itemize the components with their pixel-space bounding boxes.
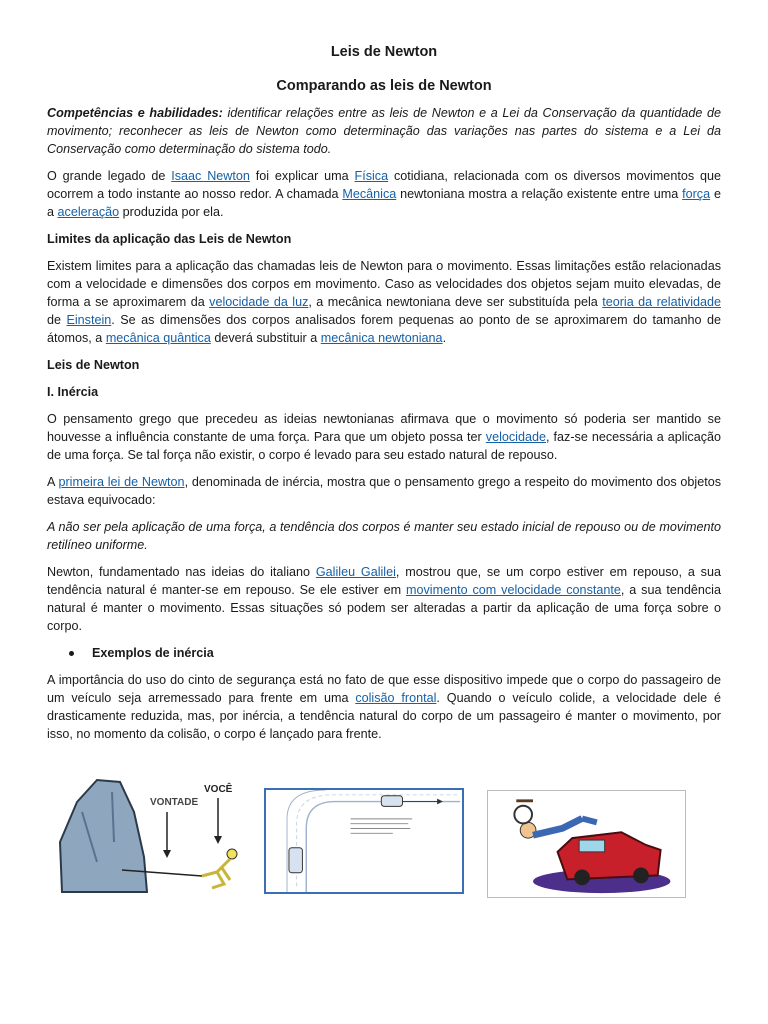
text: de	[47, 313, 67, 327]
text: newtoniana mostra a relação existente entre uma	[396, 187, 683, 201]
heading-inertia: I. Inércia	[47, 385, 99, 399]
link-fisica[interactable]: Física	[354, 169, 389, 183]
paragraph-first-law	[47, 473, 721, 509]
intro-text: identificar relações entre as leis de Newton e a Lei da Conservação da quantidade de movimento; reconhecer as leis de Newton como determinação das variações nas partes do sistema e a Lei da Conservação como determinação do sistema todo.	[47, 106, 721, 156]
text: . Quando o veículo colide, a velocidade dele é drasticamente reduzida, mas, por inércia, a tendência natural do corpo de um passageiro é manter o movimento, por isso, no momento da colisão, o corpo é lançado para frente.	[47, 691, 721, 741]
text: O pensamento grego que precedeu as ideias newtonianas afirmava que o movimento só poderia ser mantido se houvesse a influência constante de uma força. Para que um objeto possa ter	[47, 412, 721, 444]
intro-label: Competências e habilidades:	[47, 106, 223, 120]
text: Existem limites para a aplicação das chamadas leis de Newton para o movimento. Essas limitações estão relacionadas com a velocidade e dimensões dos corpos em movimento. Caso as velocidades dos objetos sejam muito elevadas, de forma a se aproximarem da	[47, 259, 721, 309]
paragraph-legacy	[47, 167, 721, 221]
link-primeira-lei[interactable]: primeira lei de Newton	[58, 475, 185, 489]
link-einstein[interactable]: Einstein	[66, 313, 112, 327]
text: Newton, fundamentado nas ideias do italiano	[47, 565, 316, 579]
text: , denominada de inércia, mostra que o pensamento grego a respeito do movimento dos objetos estava equivocado:	[47, 475, 721, 507]
text: , mostrou que, se um corpo estiver em repouso, a sua tendência natural é manter-se em repouso. Se ele estiver em	[47, 565, 721, 597]
text: , a sua tendência natural é manter o movimento. Essas situações só podem ser alteradas a partir da aplicação de uma força sobre o corpo.	[47, 583, 721, 633]
text: A	[47, 475, 59, 489]
text: A importância do uso do cinto de segurança está no fato de que esse dispositivo impede que o corpo do passageiro de um veículo seja arremessado para frente em uma	[47, 673, 721, 705]
text: deverá substituir a	[210, 331, 321, 345]
text: foi explicar uma	[249, 169, 355, 183]
text: . Se as dimensões dos corpos analisados forem pequenas ao ponto de se aproximarem do tamanho de átomos, a	[47, 313, 721, 345]
voce-label: VOCÊ	[204, 784, 233, 795]
document-title: Leis de Newton	[330, 44, 438, 60]
link-mecanica-newtoniana[interactable]: mecânica newtoniana	[320, 331, 443, 345]
car-crash-cartoon	[487, 790, 686, 898]
text: .	[442, 331, 447, 345]
text: , a mecânica newtoniana deve ser substituída pela	[308, 295, 603, 309]
link-galileu-galilei[interactable]: Galileu Galilei	[315, 565, 396, 579]
link-mecanica[interactable]: Mecânica	[342, 187, 397, 201]
paragraph-greek-thought	[47, 410, 721, 464]
link-velocidade[interactable]: velocidade	[485, 430, 546, 444]
link-movimento-velocidade-constante[interactable]: movimento com velocidade constante	[406, 583, 621, 597]
inertia-rock-illustration	[52, 772, 252, 902]
link-isaac-newton[interactable]: Isaac Newton	[171, 169, 250, 183]
text: , faz-se necessária a aplicação de uma força. Se tal força não existir, o corpo é levado para seu estado natural de repouso.	[47, 430, 722, 462]
text: produzida por ela.	[119, 205, 224, 219]
vontade-label: VONTADE	[150, 797, 199, 808]
link-mecanica-quantica[interactable]: mecânica quântica	[105, 331, 211, 345]
link-colisao-frontal[interactable]: colisão frontal	[355, 691, 437, 705]
link-aceleracao[interactable]: aceleração	[57, 205, 120, 219]
text: e a	[47, 187, 721, 219]
illustrations-row	[0, 772, 768, 912]
bullet-examples	[69, 644, 721, 662]
inertia-quote: A não ser pela aplicação de uma força, a tendência dos corpos é manter seu estado inicial de repouso ou de movimento retilíneo uniforme.	[47, 520, 721, 552]
heading-laws: Leis de Newton	[47, 358, 140, 372]
intro-paragraph	[47, 104, 721, 158]
text: cotidiana, relacionada com os diversos movimentos que ocorrem a todo instante ao nosso redor. A chamada	[47, 169, 721, 201]
bullet-label: Exemplos de inércia	[92, 646, 214, 660]
curve-car-diagram	[264, 788, 464, 894]
text: O grande legado de	[47, 169, 172, 183]
heading-limits: Limites da aplicação das Leis de Newton	[47, 232, 292, 246]
paragraph-seatbelt	[47, 671, 721, 743]
bullet-dot-icon	[69, 651, 74, 656]
document-subtitle: Comparando as leis de Newton	[276, 78, 492, 94]
link-forca[interactable]: força	[682, 187, 711, 201]
link-velocidade-da-luz[interactable]: velocidade da luz	[209, 295, 309, 309]
paragraph-limits	[47, 257, 721, 347]
paragraph-galileu	[47, 563, 721, 635]
link-teoria-da-relatividade[interactable]: teoria da relatividade	[602, 295, 722, 309]
